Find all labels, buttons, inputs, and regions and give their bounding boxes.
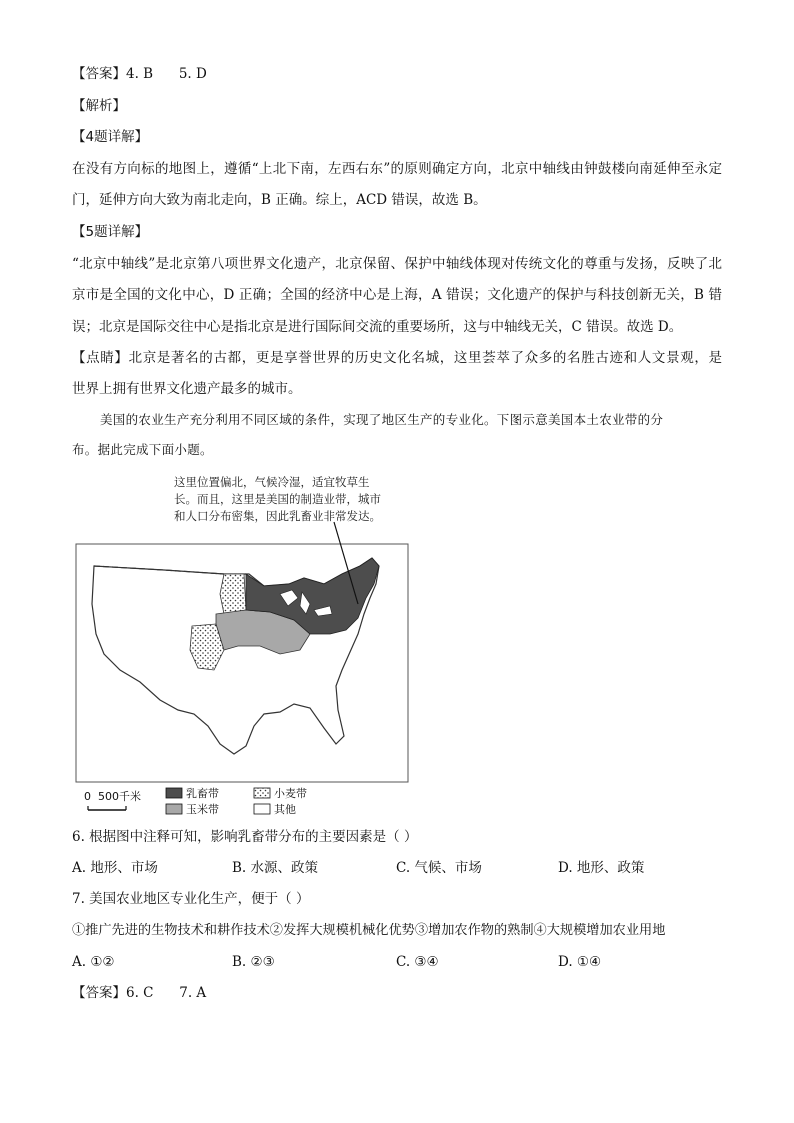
- q5-paragraph-line-1: “北京中轴线”是北京第八项世界文化遗产，北京保留、保护中轴线体现对传统文化的尊重与发扬，反映了北: [72, 256, 722, 272]
- q7-option-b[interactable]: B. ②③: [232, 954, 275, 970]
- legend-swatch-other: [254, 804, 270, 814]
- callout-line-2: 长。而且，这里是美国的制造业带，城市: [174, 492, 381, 506]
- answer-text: 4. B 5. D: [126, 66, 207, 82]
- us-agriculture-map-figure: [74, 474, 414, 822]
- q4-paragraph-line-2: 门，延伸方向大致为南北走向，B 正确。综上，ACD 错误，故选 B。: [72, 192, 487, 208]
- q5-paragraph-line-3: 误；北京是国际交往中心是指北京是进行国际间交流的重要场所，这与中轴线无关，C 错误。故选 D。: [72, 319, 683, 335]
- q6-option-c[interactable]: C. 气候、市场: [396, 860, 482, 876]
- legend-other: 其他: [274, 803, 296, 816]
- scale-label: 0 500千米: [84, 790, 141, 803]
- comment-line-2: 世界上拥有世界文化遗产最多的城市。: [72, 381, 302, 397]
- intro-line-2: 布。据此完成下面小题。: [72, 442, 213, 457]
- q7-option-d[interactable]: D. ①④: [558, 954, 602, 970]
- legend-wheat: 小麦带: [274, 787, 307, 800]
- q5-detail-label: 【5题详解】: [72, 224, 149, 240]
- comment-text-1: 北京是著名的古都，更是享誉世界的历史文化名城，这里荟萃了众多的名胜古迹和人文景观，是: [128, 350, 722, 366]
- q6-option-b[interactable]: B. 水源、政策: [232, 860, 319, 876]
- callout-line-3: 和人口分布密集，因此乳畜业非常发达。: [174, 509, 381, 523]
- q6-stem: 6. 根据图中注释可知，影响乳畜带分布的主要因素是（ ）: [72, 829, 418, 845]
- callout-line-1: 这里位置偏北，气候冷湿，适宜牧草生: [174, 475, 370, 489]
- q4-paragraph-line-1: 在没有方向标的地图上，遵循“上北下南，左西右东”的原则确定方向，北京中轴线由钟鼓楼向南延伸至永定: [72, 161, 722, 177]
- answer-line-1: [72, 64, 207, 84]
- q5-paragraph-line-2: 京市是全国的文化中心，D 正确；全国的经济中心是上海，A 错误；文化遗产的保护与科技创新无关，B 错: [72, 287, 722, 303]
- comment-line-1: [72, 348, 722, 368]
- legend-corn: 玉米带: [186, 803, 219, 816]
- legend-swatch-wheat: [254, 788, 270, 798]
- q6-option-a[interactable]: A. 地形、市场: [72, 860, 158, 876]
- q7-option-a[interactable]: A. ①②: [72, 954, 115, 970]
- us-map-svg: [74, 474, 414, 822]
- wheat-belt-north: [220, 574, 246, 614]
- q7-items: ①推广先进的生物技术和耕作技术②发挥大规模机械化优势③增加农作物的熟制④大规模增加农业用地: [72, 923, 666, 938]
- legend-dairy: 乳畜带: [186, 787, 219, 800]
- comment-label: 【点睛】: [72, 350, 129, 366]
- q7-stem: 7. 美国农业地区专业化生产，便于（ ）: [72, 891, 310, 907]
- legend-swatch-corn: [166, 804, 182, 814]
- answer-label: 【答案】: [72, 66, 126, 82]
- q7-option-c[interactable]: C. ③④: [396, 954, 439, 970]
- answer-line-2: [72, 983, 206, 1003]
- intro-line-1: 美国的农业生产充分利用不同区域的条件，实现了地区生产的专业化。下图示意美国本土农业带的分: [100, 412, 664, 427]
- answer-label-2: 【答案】: [72, 985, 126, 1001]
- analysis-label: 【解析】: [72, 98, 126, 114]
- q4-detail-label: 【4题详解】: [72, 129, 149, 145]
- q6-option-d[interactable]: D. 地形、政策: [558, 860, 645, 876]
- answer-text-2: 6. C 7. A: [126, 985, 207, 1001]
- legend-swatch-dairy: [166, 788, 182, 798]
